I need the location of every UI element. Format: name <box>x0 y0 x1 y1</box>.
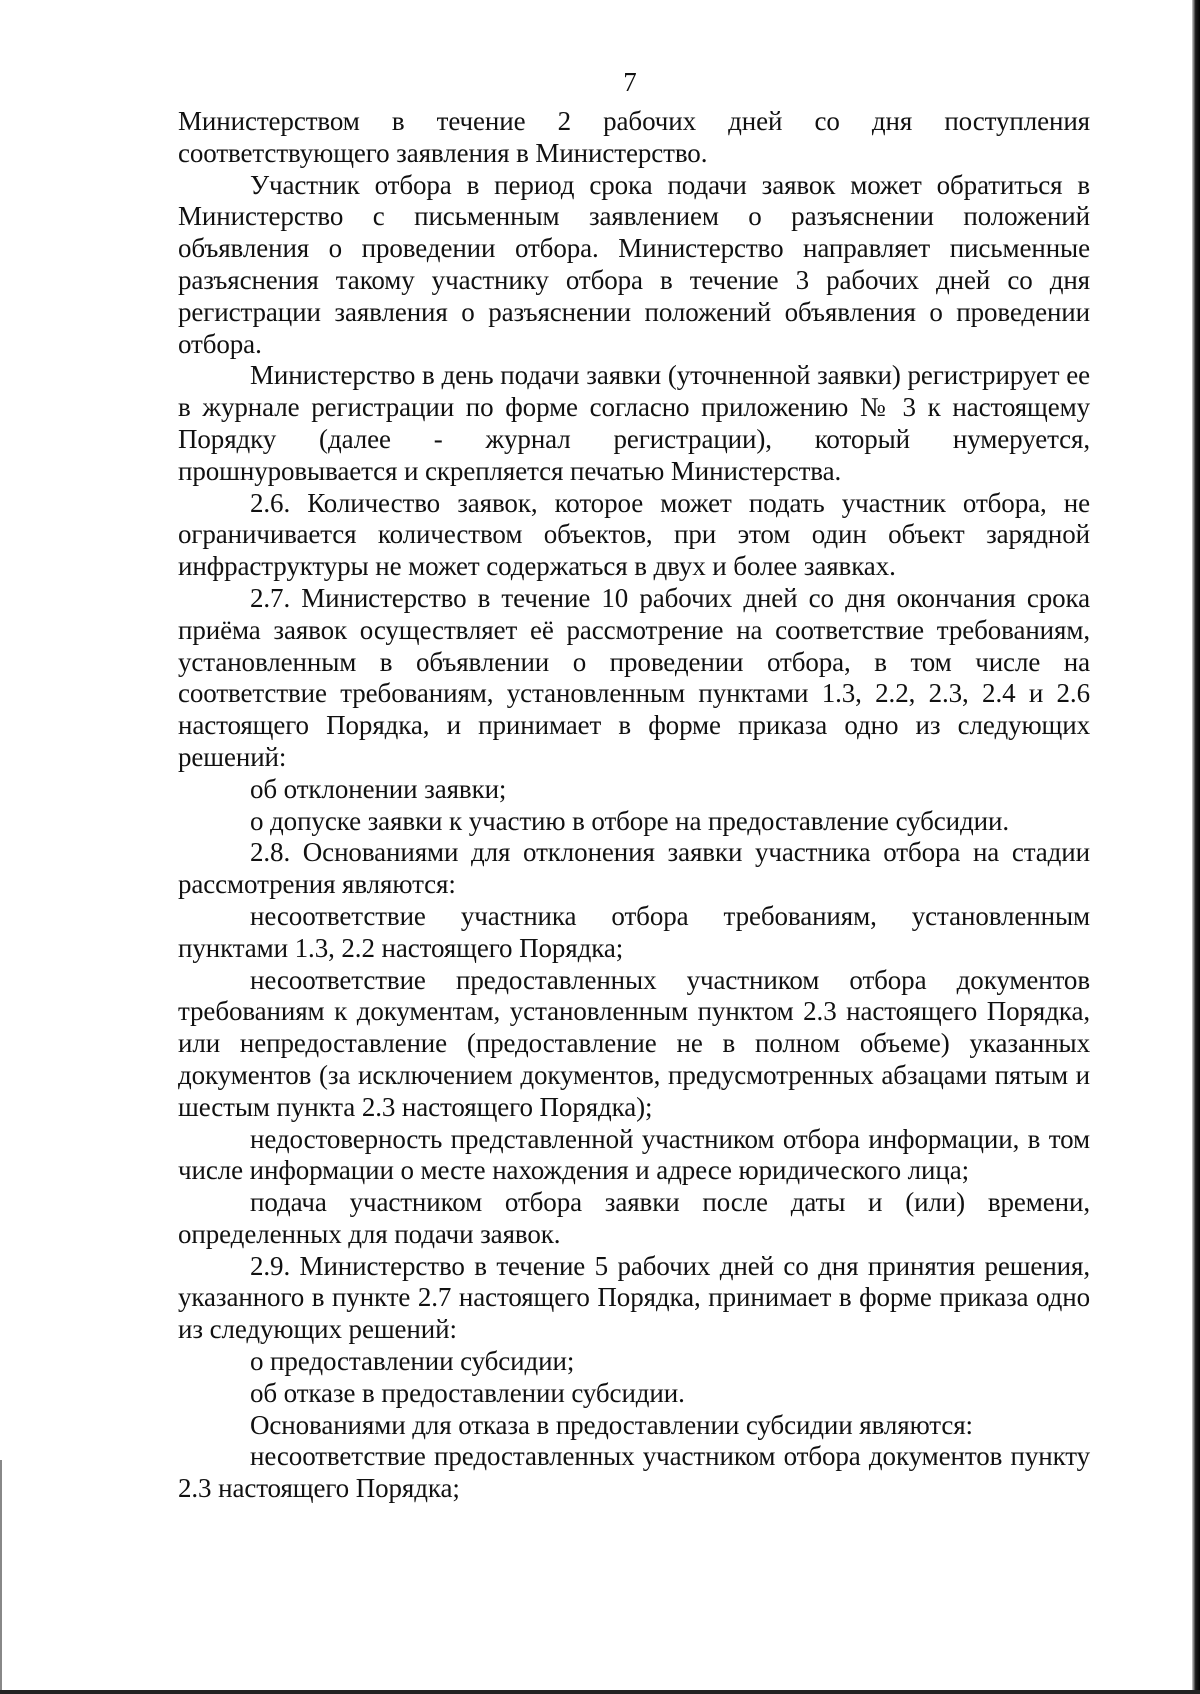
paragraph-2-8-reason-3: недостоверность представленной участником отбора информации, в том числе информации о месте нахождения и адресе юридического лица; <box>178 1123 1090 1186</box>
paragraph-registration: Министерство в день подачи заявки (уточненной заявки) регистрирует ее в журнале регистрации по форме согласно приложению № 3 к настоящему Порядку (далее - журнал регистрации), который нумеруется, прошнуровывается и скрепляется печатью Министерства. <box>178 360 1090 486</box>
scan-edge-left <box>0 1460 2 1694</box>
page-number: 7 <box>623 67 637 97</box>
paragraph-2-9-option-grant: о предоставлении субсидии; <box>250 1346 575 1377</box>
paragraph-2-7-option-admit: о допуске заявки к участию в отборе на предоставление субсидии. <box>250 805 1010 836</box>
document-body <box>178 106 1090 1505</box>
paragraph-2-7: 2.7. Министерство в течение 10 рабочих дней со дня окончания срока приёма заявок осуществляет её рассмотрение на соответствие требованиям, установленным в объявлении о проведении отбора, в том числе на соответствие требованиям, установленным пунктами 1.3, 2.2, 2.3, 2.4 и 2.6 настоящего Порядка, и принимает в форме приказа одно из следующих решений: <box>178 582 1090 772</box>
paragraph-2-9: 2.9. Министерство в течение 5 рабочих дней со дня принятия решения, указанного в пункте 2.7 настоящего Порядка, принимает в форме приказа одно из следующих решений: <box>178 1250 1090 1345</box>
paragraph-2-9-option-refuse: об отказе в предоставлении субсидии. <box>250 1377 685 1408</box>
paragraph-2-8-reason-1: несоответствие участника отбора требованиям, установленным пунктами 1.3, 2.2 настоящего Порядка; <box>178 900 1090 963</box>
paragraph-continuation: Министерством в течение 2 рабочих дней со дня поступления соответствующего заявления в Министерство. <box>178 106 1090 168</box>
paragraph-2-6: 2.6. Количество заявок, которое может подать участник отбора, не ограничивается количеством объектов, при этом один объект зарядной инфраструктуры не может содержаться в двух и более заявках. <box>178 487 1090 582</box>
scan-edge-right <box>1192 0 1200 1694</box>
scan-edge-bottom <box>0 1690 1200 1694</box>
paragraph-2-7-option-reject: об отклонении заявки; <box>250 773 507 804</box>
paragraph-clarification-request: Участник отбора в период срока подачи заявок может обратиться в Министерство с письменным заявлением о разъяснении положений объявления о проведении отбора. Министерство направляет письменные разъяснения такому участнику отбора в течение 3 рабочих дней со дня регистрации заявления о разъяснении положений объявления о проведении отбора. <box>178 169 1090 359</box>
paragraph-2-8-reason-2: несоответствие предоставленных участником отбора документов требованиям к документам, установленным пунктом 2.3 настоящего Порядка, или непредоставление (предоставление не в полном объеме) указанных документов (за исключением документов, предусмотренных абзацами пятым и шестым пункта 2.3 настоящего Порядка); <box>178 964 1090 1122</box>
paragraph-refusal-grounds: Основаниями для отказа в предоставлении субсидии являются: <box>250 1409 973 1440</box>
paragraph-refusal-reason-1: несоответствие предоставленных участником отбора документов пункту 2.3 настоящего Порядка; <box>178 1441 1090 1504</box>
paragraph-2-8-reason-4: подача участником отбора заявки после даты и (или) времени, определенных для подачи заявок. <box>178 1187 1090 1249</box>
paragraph-2-8: 2.8. Основаниями для отклонения заявки участника отбора на стадии рассмотрения являются: <box>178 837 1090 900</box>
